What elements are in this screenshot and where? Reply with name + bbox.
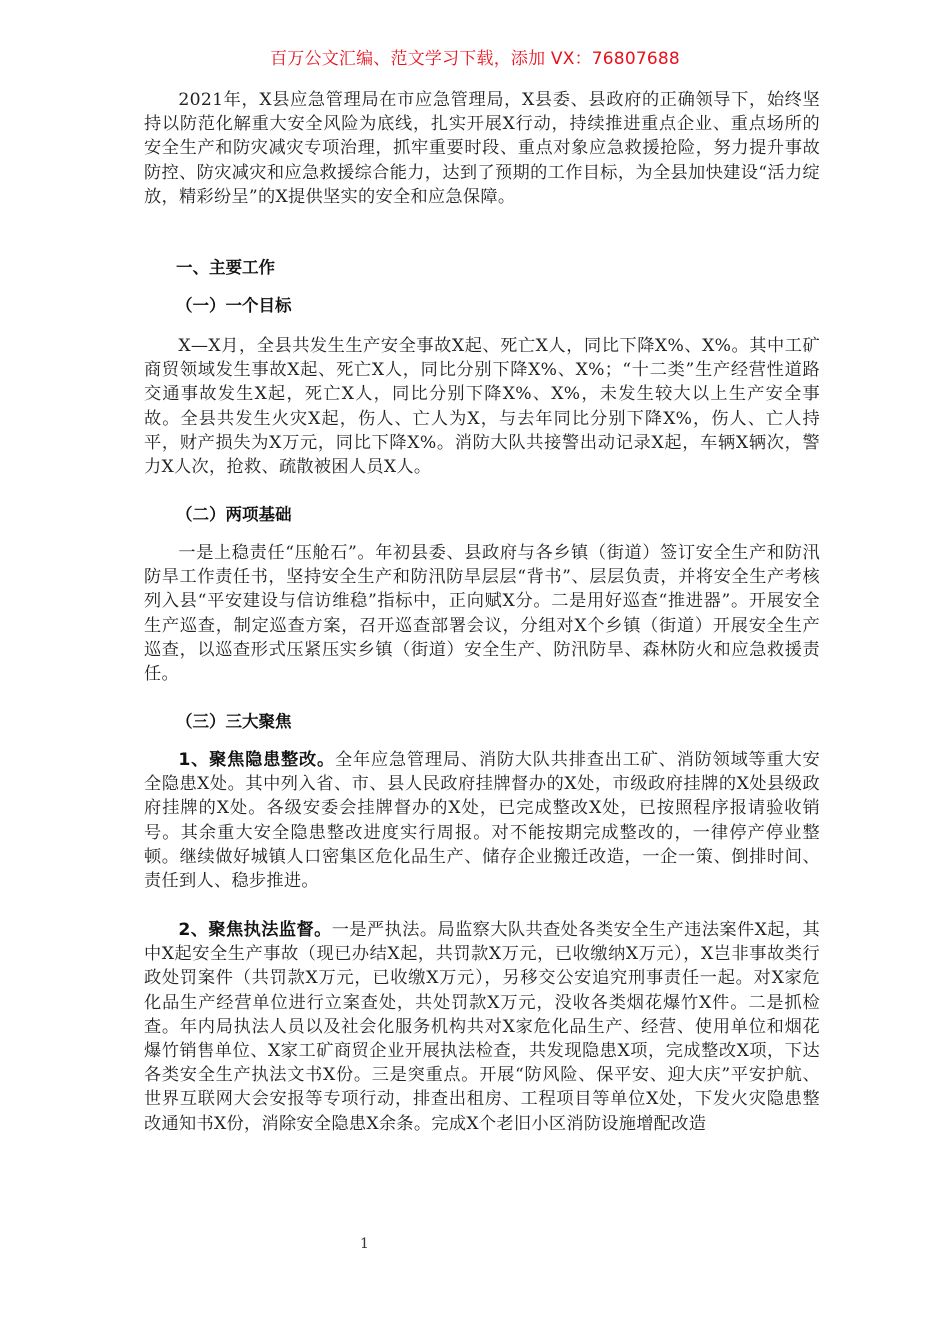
one-goal-text: X—X月，全县共发生生产安全事故X起、死亡X人，同比下降X%、X%。其中工矿商贸领域发生事故X起、死亡X人，同比分别下降X%、X%；“十二类”生产经营性道路交通事故发生X起，死亡X人，同比分别下降X%、X%，未发生较大以上生产安全事故。全县共发生火灾X起，伤人、亡人为X，与去年同比分别下降X%，伤人、亡人持平，财产损失为X万元，同比下降X%。消防大队共接警出动记录X起，车辆X辆次，警力X人次，抢救、疏散被困人员X人。 <box>144 336 820 478</box>
intro-text: 2021年，X县应急管理局在市应急管理局，X县委、县政府的正确领导下，始终坚持以防范化解重大安全风险为底线，扎实开展X行动，持续推进重点企业、重点场所的安全生产和防灾减灾专项治理，抓牢重要时段、重点对象应急救援抢险，努力提升事故防控、防灾减灾和应急救援综合能力，达到了预期的工作目标，为全县加快建设“活力绽放，精彩纷呈”的X提供坚实的安全和应急保障。 <box>144 90 820 207</box>
focus-enforcement-paragraph <box>144 918 820 1136</box>
focus-enforcement-body: 一是严执法。局监察大队共查处各类安全生产违法案件X起，其中X起安全生产事故（现已办结X起，共罚款X万元，已收缴纳X万元），X岂非事故类行政处罚案件（共罚款X万元，已收缴X万元），另移交公安追究刑事责任一起。对X家危化品生产经营单位进行立案查处，共处罚款X万元，没收各类烟花爆竹X件。二是抓检查。年内局执法人员以及社会化服务机构共对X家危化品生产、经营、使用单位和烟花爆竹销售单位、X家工矿商贸企业开展执法检查，共发现隐患X项，完成整改X项，下达各类安全生产执法文书X份。三是突重点。开展“防风险、保平安、迎大庆”平安护航、世界互联网大会安报等专项行动，排查出租房、工程项目等单位X处，下发火灾隐患整改通知书X份，消除安全隐患X余条。完成X个老旧小区消防设施增配改造 <box>144 920 820 1134</box>
two-foundations-paragraph <box>144 541 820 686</box>
intro-paragraph <box>144 88 820 209</box>
focus-hazard-lead: 1、聚焦隐患整改。 <box>178 750 335 770</box>
section-heading-main-work: 一、主要工作 <box>176 258 275 277</box>
focus-hazard-paragraph <box>144 748 820 893</box>
two-foundations-text: 一是上稳责任“压舱石”。年初县委、县政府与各乡镇（街道）签订安全生产和防汛防旱工作责任书，坚持安全生产和防汛防旱层层“背书”、层层负责，并将安全生产考核列入县“平安建设与信访维稳”指标中，正向赋X分。二是用好巡查“推进器”。开展安全生产巡查，制定巡查方案，召开巡查部署会议，分组对X个乡镇（街道）开展安全生产巡查，以巡查形式压紧压实乡镇（街道）安全生产、防汛防旱、森林防火和应急救援责任。 <box>144 543 820 685</box>
subsection-heading-three-focuses: （三）三大聚焦 <box>176 712 292 731</box>
watermark-banner: 百万公文汇编、范文学习下载，添加 VX：76807688 <box>270 49 680 69</box>
page-number: 1 <box>360 1236 369 1252</box>
one-goal-paragraph <box>144 334 820 479</box>
focus-hazard-text <box>144 748 820 893</box>
focus-enforcement-lead: 2、聚焦执法监督。 <box>178 920 332 940</box>
subsection-heading-one-goal: （一）一个目标 <box>176 296 292 315</box>
focus-hazard-body: 全年应急管理局、消防大队共排查出工矿、消防领域等重大安全隐患X处。其中列入省、市、县人民政府挂牌督办的X处，市级政府挂牌的X处县级政府挂牌的X处。各级安委会挂牌督办的X处，已完成整改X处，已按照程序报请验收销号。其余重大安全隐患整改进度实行周报。对不能按期完成整改的，一律停产停业整顿。继续做好城镇人口密集区危化品生产、储存企业搬迁改造，一企一策、倒排时间、责任到人、稳步推进。 <box>144 750 820 892</box>
subsection-heading-two-foundations: （二）两项基础 <box>176 505 292 524</box>
focus-enforcement-text <box>144 918 820 1136</box>
